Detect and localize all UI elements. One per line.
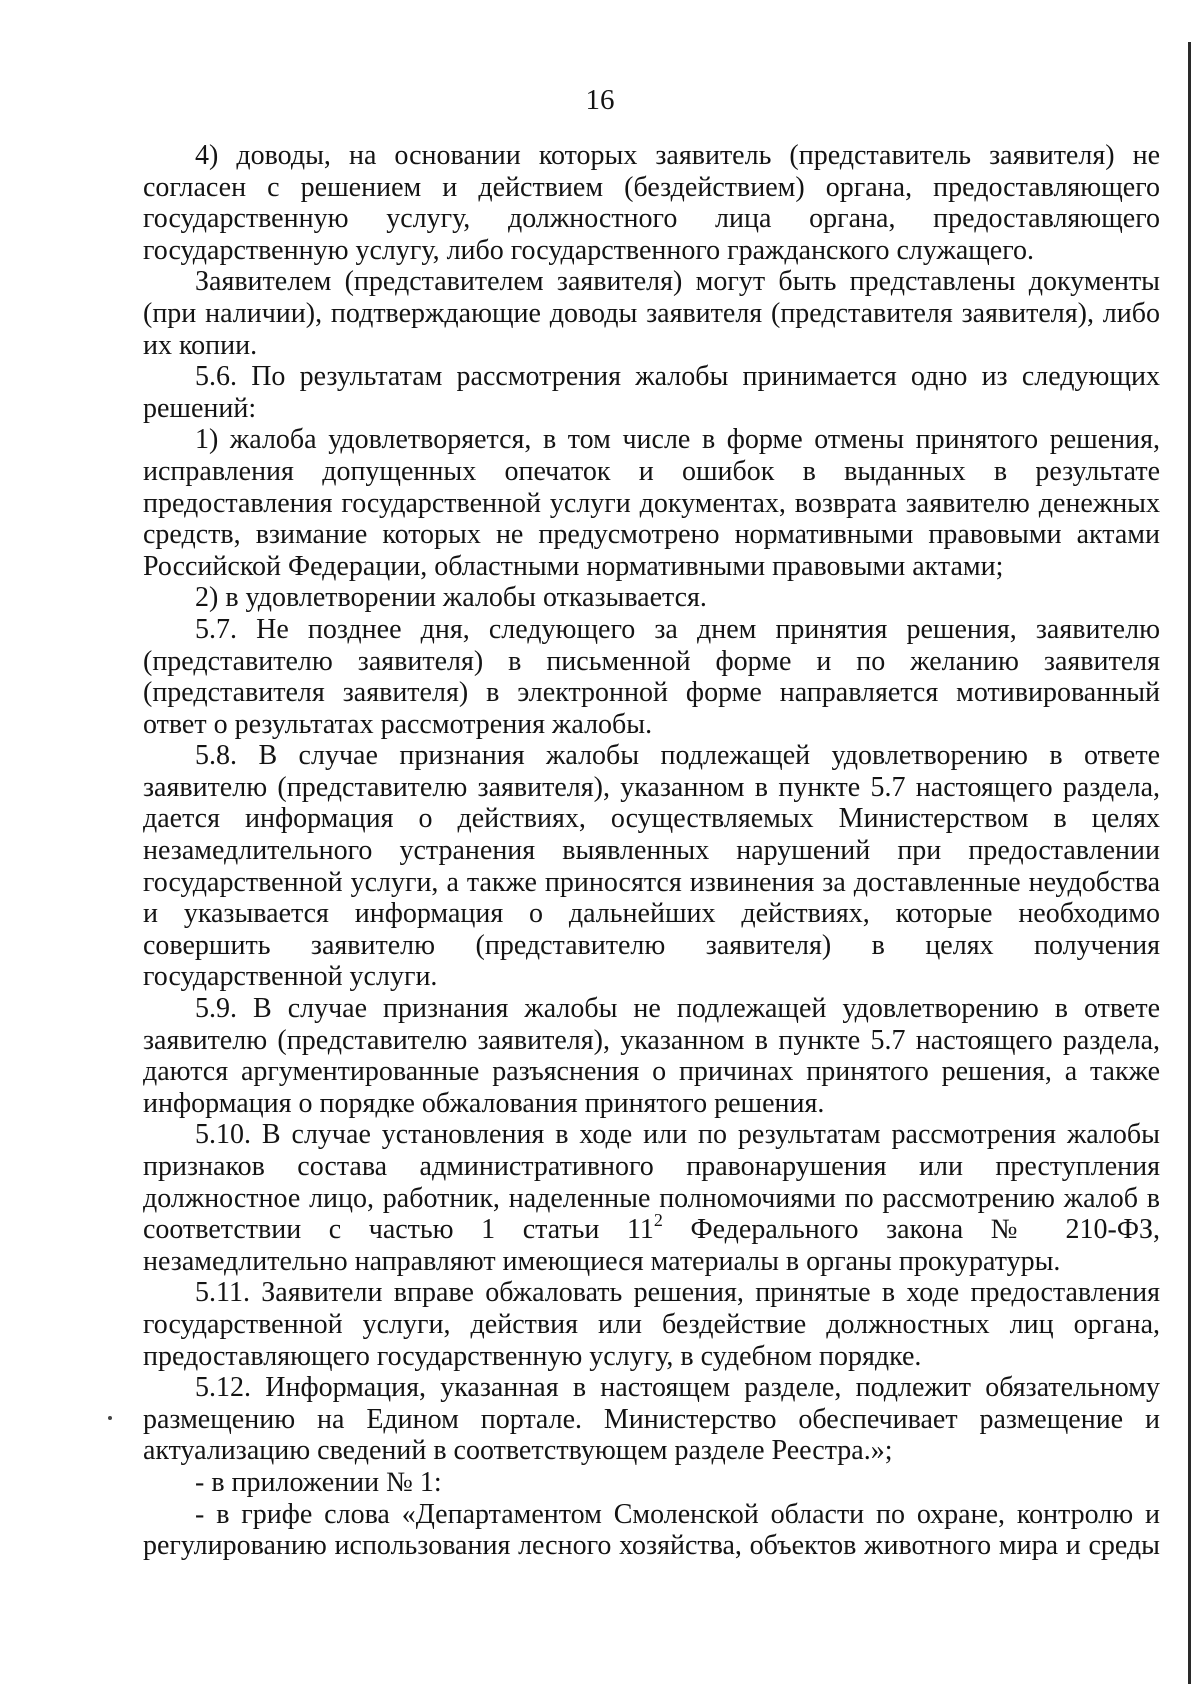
- paragraph-5-10-text-end: Федерального закона № 210-ФЗ, незамедлительно направляют имеющиеся материалы в органы прокуратуры.: [143, 1214, 1160, 1277]
- paragraph-5-8: 5.8. В случае признания жалобы подлежащей удовлетворению в ответе заявителю (представителю заявителя), указанном в пункте 5.7 настоящего раздела, дается информация о действиях, осуществляемых Министерством в целях незамедлительного устранения выявленных нарушений при предоставлении государственной услуги, а также приносятся извинения за доставленные неудобства и указывается информация о дальнейших действиях, которые необходимо совершить заявителю (представителю заявителя) в целях получения государственной услуги.: [143, 740, 1160, 993]
- paragraph-5-11: 5.11. Заявители вправе обжаловать решения, принятые в ходе предоставления государственной услуги, действия или бездействие должностных лиц органа, предоставляющего государственную услугу, в судебном порядке.: [143, 1277, 1160, 1372]
- paragraph-letterhead-words: - в грифе слова «Департаментом Смоленской области по охране, контролю и регулированию использования лесного хозяйства, объектов животного мира и среды: [143, 1498, 1160, 1562]
- document-body: [143, 140, 1160, 1562]
- paragraph-grounds: 4) доводы, на основании которых заявитель (представитель заявителя) не согласен с решением и действием (бездействием) органа, предоставляющего государственную услугу, должностного лица органа, предоставляющего государственную услугу, либо государственного гражданского служащего.: [143, 140, 1160, 266]
- paragraph-appendix-1: - в приложении № 1:: [195, 1466, 442, 1498]
- page-number: 16: [585, 84, 615, 116]
- article-superscript: 2: [653, 1210, 663, 1231]
- paragraph-decision-1: 1) жалоба удовлетворяется, в том числе в форме отмены принятого решения, исправления допущенных опечаток и ошибок в выданных в результате предоставления государственной услуги документах, возврата заявителю денежных средств, взимание которых не предусмотрено нормативными правовыми актами Российской Федерации, областными нормативными правовыми актами;: [143, 424, 1160, 582]
- scan-speck: [108, 1416, 112, 1420]
- paragraph-documents: Заявителем (представителем заявителя) могут быть представлены документы (при наличии), подтверждающие доводы заявителя (представителя заявителя), либо их копии.: [143, 266, 1160, 361]
- scan-edge-line: [1188, 42, 1191, 1684]
- paragraph-5-6: 5.6. По результатам рассмотрения жалобы принимается одно из следующих решений:: [143, 361, 1160, 424]
- paragraph-5-9: 5.9. В случае признания жалобы не подлежащей удовлетворению в ответе заявителю (представителю заявителя), указанном в пункте 5.7 настоящего раздела, даются аргументированные разъяснения о причинах принятого решения, а также информация о порядке обжалования принятого решения.: [143, 993, 1160, 1119]
- paragraph-decision-2: 2) в удовлетворении жалобы отказывается.: [195, 582, 707, 614]
- paragraph-5-12: 5.12. Информация, указанная в настоящем разделе, подлежит обязательному размещению на Едином портале. Министерство обеспечивает размещение и актуализацию сведений в соответствующем разделе Реестра.»;: [143, 1372, 1160, 1467]
- paragraph-5-10: [143, 1119, 1160, 1277]
- paragraph-5-7: 5.7. Не позднее дня, следующего за днем принятия решения, заявителю (представителю заявителя) в письменной форме и по желанию заявителя (представителя заявителя) в электронной форме направляется мотивированный ответ о результатах рассмотрения жалобы.: [143, 613, 1160, 740]
- paragraph-5-10-text-start: 5.10. В случае установления в ходе или по результатам рассмотрения жалобы признаков состава административного правонарушения или преступления должностное лицо, работник, наделенные полномочиями по рассмотрению жалоб в соответствии с частью 1 статьи 11: [143, 1119, 1160, 1246]
